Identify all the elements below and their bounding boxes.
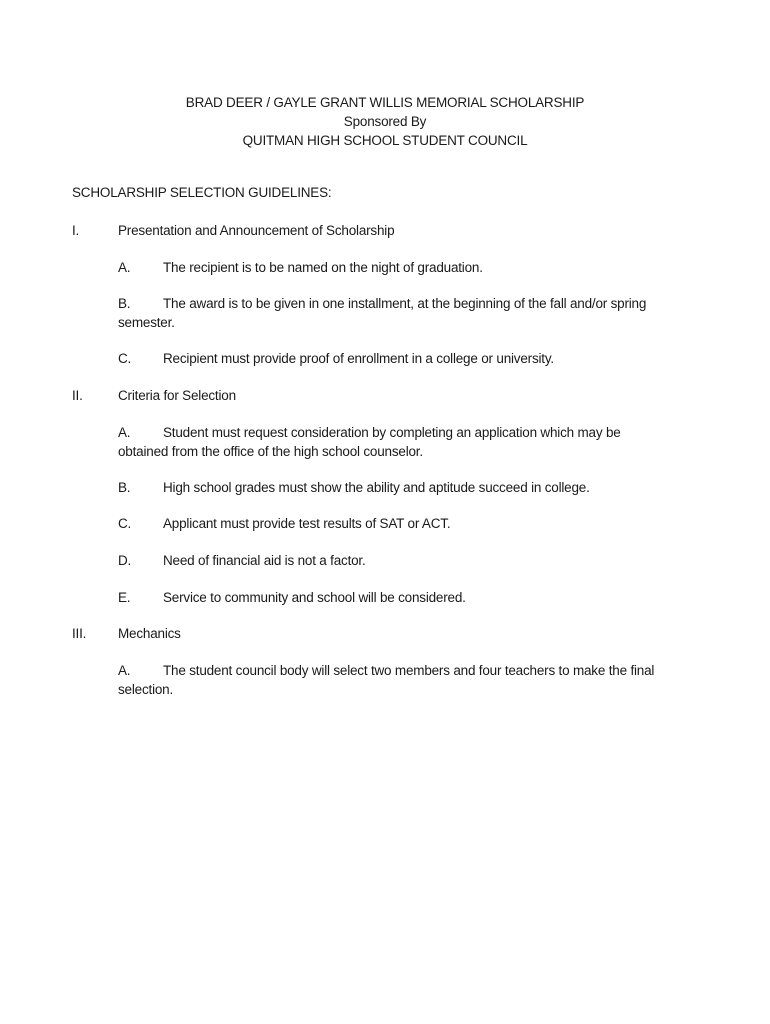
- item-letter: A.: [118, 260, 131, 275]
- item-letter: D.: [118, 553, 132, 568]
- section-numeral: I.: [72, 223, 80, 238]
- item-letter: E.: [118, 590, 131, 605]
- item-letter: B.: [118, 480, 131, 495]
- section-numeral: II.: [72, 388, 83, 403]
- item-text-continuation: semester.: [118, 315, 175, 330]
- section-numeral: III.: [72, 626, 87, 641]
- item-text-continuation: obtained from the office of the high school counselor.: [118, 444, 423, 459]
- item-text: High school grades must show the ability and aptitude succeed in college.: [163, 480, 590, 495]
- document-header: [0, 93, 770, 150]
- item-text: The student council body will select two members and four teachers to make the final: [163, 663, 655, 678]
- item-letter: C.: [118, 516, 132, 531]
- item-text: The award is to be given in one installment, at the beginning of the fall and/or spring: [163, 296, 647, 311]
- section-title: Mechanics: [118, 626, 181, 641]
- item-letter: C.: [118, 351, 132, 366]
- section-title: Criteria for Selection: [118, 388, 236, 403]
- item-text: The recipient is to be named on the night of graduation.: [163, 260, 483, 275]
- item-letter: A.: [118, 663, 131, 678]
- item-letter: A.: [118, 425, 131, 440]
- sponsored-by-line: Sponsored By: [343, 114, 427, 129]
- scholarship-title: BRAD DEER / GAYLE GRANT WILLIS MEMORIAL SCHOLARSHIP: [185, 95, 585, 110]
- guidelines-heading: SCHOLARSHIP SELECTION GUIDELINES:: [72, 185, 332, 200]
- section-title: Presentation and Announcement of Scholarship: [118, 223, 395, 238]
- item-text: Service to community and school will be considered.: [163, 590, 466, 605]
- item-text: Recipient must provide proof of enrollment in a college or university.: [163, 351, 554, 366]
- item-text: Need of financial aid is not a factor.: [163, 553, 366, 568]
- item-text-continuation: selection.: [118, 682, 174, 697]
- item-text: Student must request consideration by completing an application which may be: [163, 425, 621, 440]
- sponsor-name: QUITMAN HIGH SCHOOL STUDENT COUNCIL: [242, 133, 528, 148]
- item-letter: B.: [118, 296, 131, 311]
- item-text: Applicant must provide test results of SAT or ACT.: [163, 516, 451, 531]
